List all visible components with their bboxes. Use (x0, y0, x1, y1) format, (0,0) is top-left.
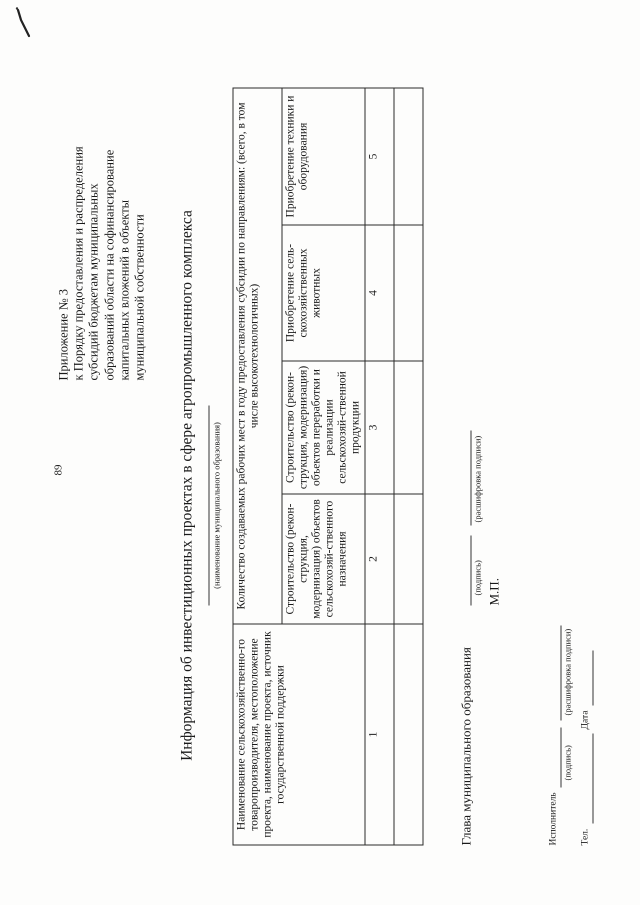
subheader-equipment: Приобретение техники и оборудования (282, 88, 365, 225)
date-line[interactable] (592, 650, 593, 705)
table-cell[interactable] (394, 624, 423, 845)
stamp-placeholder: М.П. (486, 577, 501, 605)
table-cell[interactable] (394, 88, 423, 225)
column-number: 4 (365, 225, 394, 361)
column-number: 2 (365, 494, 394, 624)
date-label: Дата (580, 710, 590, 729)
table-cell[interactable] (394, 225, 423, 361)
phone-label: Тел. (580, 828, 590, 845)
head-label: Глава муниципального образования (458, 646, 473, 845)
phone-line[interactable] (592, 733, 593, 823)
appendix-line: субсидий бюджетам муниципальных (86, 182, 101, 380)
municipality-line (208, 405, 209, 605)
page-number: 89 (52, 464, 64, 475)
document-title: Информация об инвестиционных проектах в сфере агропромышленного комплекса (178, 209, 195, 761)
subheader-livestock: Приобретение сель-скохозяйственных животных (282, 225, 365, 361)
investment-table (232, 87, 423, 845)
appendix-block (56, 50, 147, 380)
head-transcript-caption: (расшифровка подписи) (472, 435, 482, 522)
appendix-line: муниципальной собственности (132, 213, 147, 380)
column-number: 1 (365, 624, 394, 845)
head-signature-caption: (подпись) (472, 559, 482, 595)
appendix-label: Приложение № 3 (56, 288, 70, 380)
column-number: 5 (365, 88, 394, 225)
executor-signature-line[interactable] (560, 727, 561, 787)
head-signature-line[interactable] (470, 535, 471, 605)
subheader-processing-construction: Строительство (рекон-струкция, модернизация) объектов переработки и реализации сельскохозяй-ственной продукции (282, 361, 365, 494)
table-row (394, 88, 423, 845)
appendix-line: капитальных вложений в объекты (116, 199, 131, 380)
table-cell[interactable] (394, 494, 423, 624)
producer-header: Наименование сельскохозяйственно-го товаропроизводителя, местоположение проекта, наименование проекта, источник государственной поддержки (233, 624, 365, 845)
jobs-group-header: Количество создаваемых рабочих мест в году предоставления субсидии по направлениям: (всего, в том числе высокотехнологичных) (233, 88, 282, 624)
column-number-row (365, 88, 394, 845)
table-header-row (233, 88, 282, 845)
head-transcript-line[interactable] (470, 430, 471, 525)
column-number: 3 (365, 361, 394, 494)
appendix-line: образований области на софинансирование (101, 149, 116, 380)
table-cell[interactable] (394, 361, 423, 494)
appendix-line: к Порядку предоставления и распределения (71, 145, 86, 380)
subheader-agri-construction: Строительство (рекон-струкция, модернизация) объектов сельскохозяй-ственного назначения (282, 494, 365, 624)
executor-transcript-caption: (расшифровка подписи) (562, 628, 572, 715)
executor-signature-caption: (подпись) (562, 744, 572, 780)
executor-label: Исполнитель (548, 791, 558, 845)
municipality-caption: (наименование муниципального образования) (211, 421, 221, 589)
executor-transcript-line[interactable] (560, 625, 561, 720)
